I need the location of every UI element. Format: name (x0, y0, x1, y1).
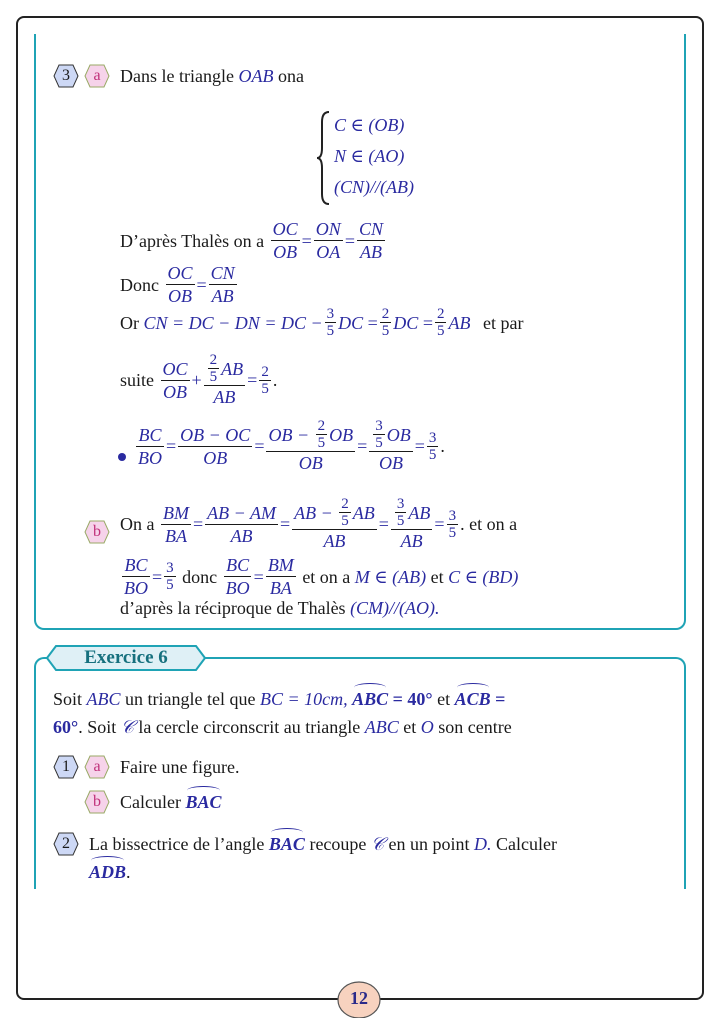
ex6-q1a-text: Faire une figure. (120, 757, 240, 777)
q3-intro: Dans le triangle OAB ona (120, 66, 304, 86)
page-number: 12 (336, 980, 382, 1018)
ex6-question-1-marker: 1 (53, 755, 79, 779)
left-brace (316, 110, 332, 206)
exercise-6-title: Exercice 6 (46, 645, 206, 671)
ex6-question-2-marker: 2 (53, 832, 79, 856)
bc-bo-equation: $\frac{BC}{BO}$ = $\frac{OB - OC}{OB}$ = OB − $\frac{2}{5}$ OB OB = $\frac{3}{5}$ OB OB = $\frac{3}{5}$ . (138, 418, 445, 473)
ex6-q2-text-line-2: ADB. (89, 862, 131, 882)
ex6-statement-line-1: Soit ABC un triangle tel que BC = 10cm, ABC = 40° et ACB = (53, 689, 506, 709)
ex6-q1b-text: Calculer BAC (120, 792, 222, 812)
suite-equation: suite $\frac{OC}{OB}$ + $\frac{2}{5}$ AB AB = $\frac{2}{5}$ . (120, 352, 278, 407)
ex6-q2-text-line-1: La bissectrice de l’angle BAC recoupe 𝒞 en un point D. Calculer (89, 834, 558, 854)
system-line-2: N ∈ (AO) (334, 146, 405, 166)
donc-equation: Donc $\frac{OC}{OB}$ = $\frac{CN}{AB}$ (120, 263, 235, 306)
bm-ba-equation: On a $\frac{BM}{BA}$ = $\frac{AB - AM}{AB}$ = AB − $\frac{2}{5}$ AB AB = $\frac{3}{5}$ AB AB = $\frac{3}{5}$ . et on a (120, 496, 518, 551)
thales-equation: D’après Thalès on a $\frac{OC}{OB}$ = $\frac{ON}{OA}$ = $\frac{CN}{AB}$ (120, 219, 383, 262)
bc-bo-donc-equation: $\frac{BC}{BO}$ = $\frac{3}{5}$ donc $\frac{BC}{BO}$ = $\frac{BM}{BA}$ et on a M ∈ (AB) et C ∈ (BD) (124, 555, 519, 598)
part-a-marker: a (84, 64, 110, 88)
ex6-part-b-marker: b (84, 790, 110, 814)
question-3-marker: 3 (53, 64, 79, 88)
reciproque-conclusion: d’après la réciproque de Thalès (CM)//(AO). (120, 598, 440, 618)
bullet-dot (118, 453, 126, 461)
or-equation: Or CN = DC − DN = DC − $\frac{3}{5}$ DC = $\frac{2}{5}$ DC = $\frac{2}{5}$ AB et par (120, 306, 524, 339)
ex6-part-a-marker: a (84, 755, 110, 779)
ex6-statement-line-2: 60°. Soit 𝒞 la cercle circonscrit au triangle ABC et O son centre (53, 717, 512, 737)
part-b-marker: b (84, 520, 110, 544)
system-line-3: (CN)//(AB) (334, 177, 414, 197)
system-line-1: C ∈ (OB) (334, 115, 405, 135)
